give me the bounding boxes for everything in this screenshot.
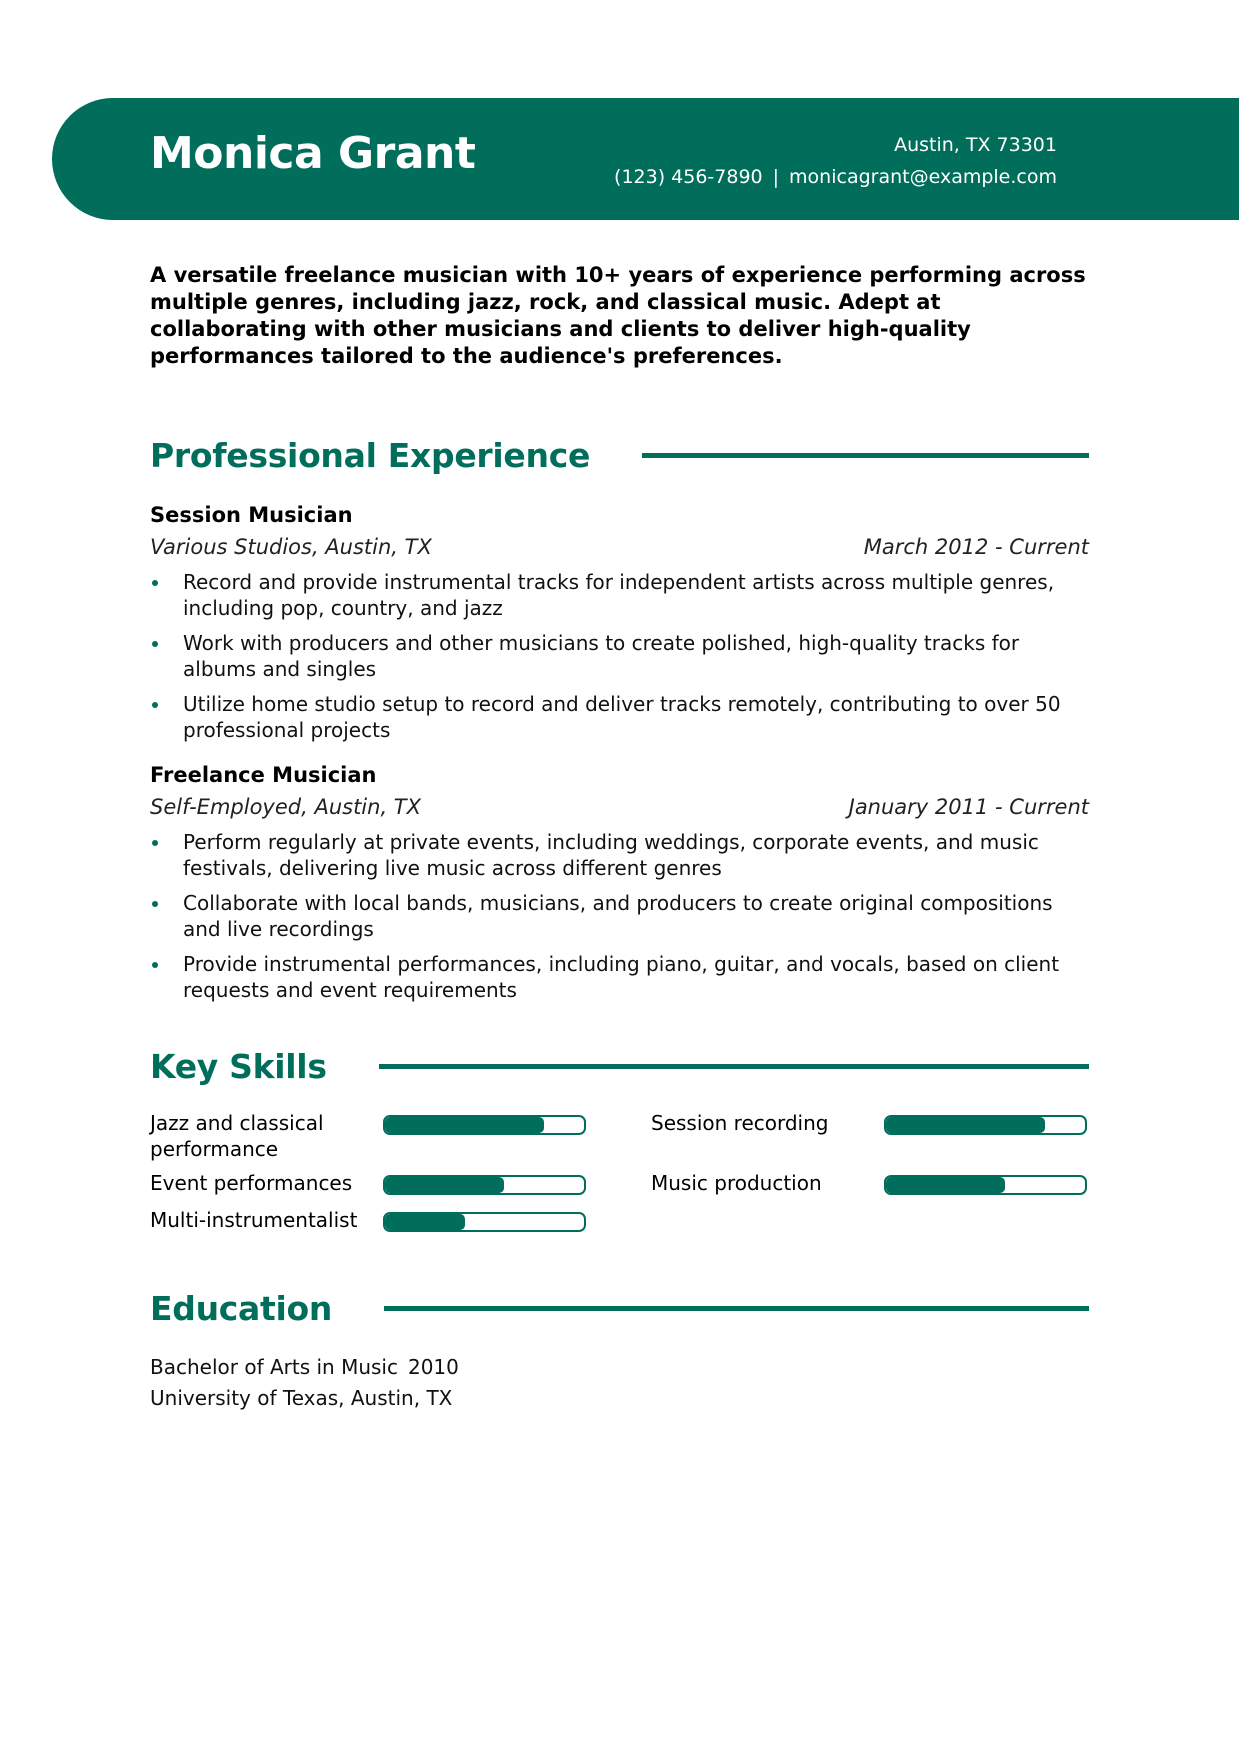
education-heading: Education [150, 1289, 333, 1328]
skill-level-fill [886, 1117, 1045, 1133]
bullet-text: Record and provide instrumental tracks for independent artists across multiple genres, including pop, country, and jazz [183, 570, 1055, 620]
experience-divider [642, 453, 1089, 458]
skills-divider [379, 1064, 1089, 1069]
contact-separator: | [772, 166, 780, 188]
skill-level-fill [886, 1177, 1005, 1193]
job-dates: January 2011 - Current [848, 795, 1089, 819]
experience-heading: Professional Experience [150, 436, 591, 475]
candidate-name: Monica Grant [150, 128, 476, 179]
job-company: Various Studios, Austin, TX [150, 535, 432, 559]
job-entry [150, 761, 1089, 1012]
bullet-text: Perform regularly at private events, including weddings, corporate events, and music festivals, delivering live music across different genres [183, 830, 1039, 880]
job-bullets [150, 569, 1089, 743]
skill-label: Session recording [651, 1111, 829, 1135]
job-bullets [150, 829, 1089, 1003]
skill-level-bar [884, 1175, 1087, 1195]
skill-level-bar [383, 1115, 586, 1135]
graduation-year: 2010 [407, 1355, 459, 1379]
phone-email-line [614, 161, 1057, 193]
education-divider [384, 1306, 1089, 1311]
contact-info [614, 129, 1057, 193]
job-bullet [150, 829, 1089, 881]
skill-level-bar [383, 1212, 586, 1232]
bullet-text: Provide instrumental performances, including piano, guitar, and vocals, based on client requests and event requirements [183, 952, 1060, 1002]
job-meta [150, 793, 1089, 821]
job-dates: March 2012 - Current [863, 535, 1089, 559]
bullet-dot-icon [152, 840, 158, 846]
bullet-dot-icon [152, 580, 158, 586]
bullet-dot-icon [152, 702, 158, 708]
bullet-dot-icon [152, 962, 158, 968]
degree-line [150, 1352, 459, 1383]
job-bullet [150, 890, 1089, 942]
experience-section-header [150, 436, 1089, 475]
job-bullet [150, 569, 1089, 621]
skills-section-header [150, 1047, 1089, 1086]
address: Austin, TX 73301 [894, 134, 1057, 156]
job-bullet [150, 630, 1089, 682]
school: University of Texas, Austin, TX [150, 1386, 453, 1410]
skill-level-fill [385, 1117, 544, 1133]
job-company: Self-Employed, Austin, TX [150, 795, 422, 819]
job-title: Freelance Musician [150, 763, 377, 787]
email: monicagrant@example.com [789, 166, 1057, 188]
education-section-header [150, 1289, 1089, 1328]
bullet-dot-icon [152, 641, 158, 647]
job-bullet [150, 691, 1089, 743]
skill-level-fill [385, 1214, 465, 1230]
degree: Bachelor of Arts in Music [150, 1355, 398, 1379]
header-banner [52, 98, 1239, 220]
bullet-text: Collaborate with local bands, musicians, and producers to create original compositions and live recordings [183, 891, 1053, 941]
skill-level-bar [884, 1115, 1087, 1135]
skill-label: Jazz and classical performance [150, 1111, 324, 1161]
job-entry [150, 501, 1089, 752]
professional-summary: A versatile freelance musician with 10+ years of experience performing across multiple genres, including jazz, rock, and classical music. Adept at collaborating with other musicians and clients to deliver high-quality performances tailored to the audience's preferences. [150, 263, 1086, 368]
skills-heading: Key Skills [150, 1047, 327, 1086]
bullet-dot-icon [152, 901, 158, 907]
education-entry [150, 1352, 459, 1414]
skill-level-fill [385, 1177, 504, 1193]
bullet-text: Work with producers and other musicians to create polished, high-quality tracks for albums and singles [183, 631, 1020, 681]
phone: (123) 456-7890 [614, 166, 763, 188]
skill-level-bar [383, 1175, 586, 1195]
skill-label: Event performances [150, 1171, 353, 1195]
skill-label: Multi-instrumentalist [150, 1208, 358, 1232]
bullet-text: Utilize home studio setup to record and deliver tracks remotely, contributing to over 50 professional projects [183, 692, 1061, 742]
job-title: Session Musician [150, 503, 353, 527]
job-meta [150, 533, 1089, 561]
job-bullet [150, 951, 1089, 1003]
skill-label: Music production [651, 1171, 822, 1195]
